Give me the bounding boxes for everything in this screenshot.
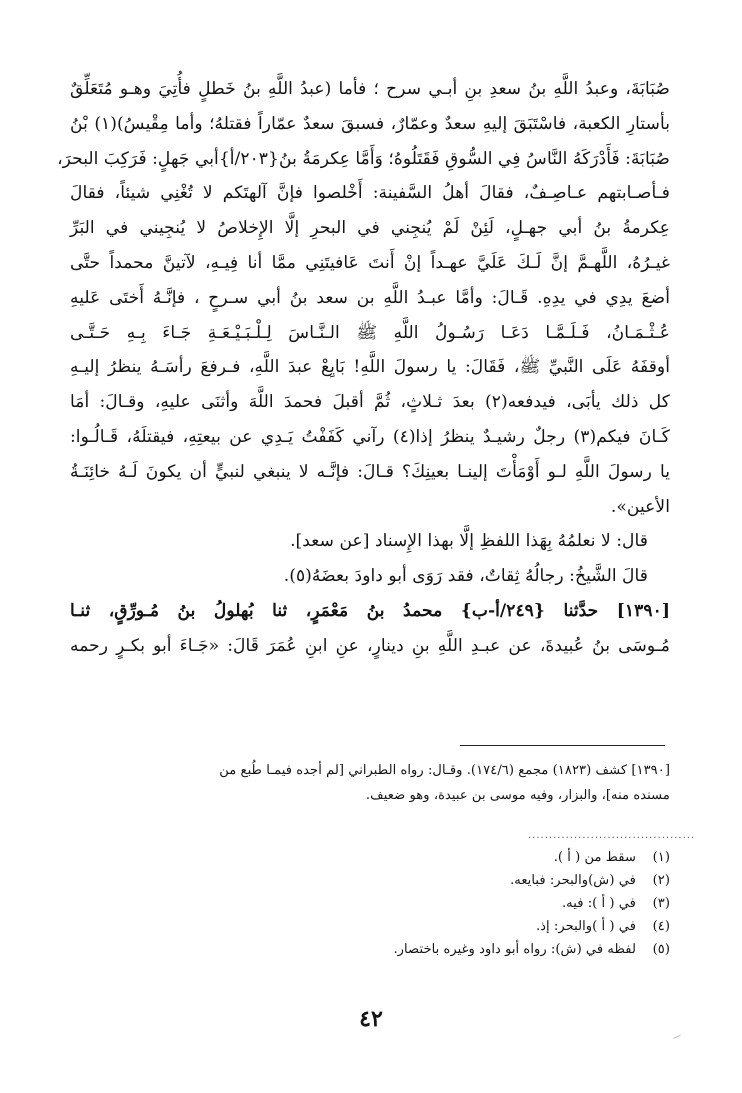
- text-line: غيـرُهُ، اللَّهـمَّ إنَّ لَـكَ عَلَيَّ عهـداً إنْ أَنتَ عَافيتَنِي ممَّا أنا فِيـهِ، لآتينَّ محمداً حتَّى: [70, 252, 670, 273]
- source-note: [70, 758, 670, 808]
- footnote-number: (٤): [652, 919, 670, 934]
- footnote: [70, 915, 670, 938]
- footnote-text: في ( أ ): فيه.: [561, 896, 636, 911]
- source-note-line: [١٣٩٠] كشف (١٨٢٣) مجمع (١٧٤/٦). وقـال: رواه الطبراني [لم أجده فيمـا طُبع من: [219, 763, 670, 778]
- footnote: [70, 846, 670, 869]
- page-number: ٤٢: [359, 1006, 383, 1032]
- footnote-number: (١): [652, 850, 670, 865]
- text-line: الأعين».: [610, 496, 670, 517]
- source-note-line: مسنده منه]، والبزار، وفيه موسى بن عبيدة، وهو ضعيف.: [365, 788, 670, 803]
- comment-line: قال: لا نعلمُهُ بِهَذا اللفظِ إلَّا بهذا الإِسناد [عن سعد].: [290, 531, 648, 552]
- footnote: [70, 892, 670, 915]
- text-line: بأستارِ الكعبة، فاسْتَبَقَ إليهِ سعدٌ وعمّارٌ، فسبقَ سعدٌ عمّاراً فقتلهُ؛ وأما مِقْيسُ)(١) بْنُ: [70, 113, 670, 134]
- footnotes: [70, 846, 670, 961]
- text-line: صُبَابَةَ: فَأَدْرَكَهُ النَّاسُ فِي السُّوقِ فَقَتَلُوهُ؛ وَأَمَّا عِكرمَةُ بنُ{٢٠٣/أ}أبي جَهلٍ: فَرَكِبَ البحرَ،: [57, 148, 670, 169]
- footnote-text: في ( أ )والبحر: إذ.: [535, 919, 636, 934]
- text-line: كل ذلك يأبَى، فيدفعه(٢) بعدَ ثـلاثٍ، ثُمَّ أقبلَ فحمدَ اللَّهَ وأثنَى عليهِ، وقـالَ: أمَا: [70, 392, 670, 413]
- text-line: أضعَ يدِي في يدِهِ. قَـالَ: وأمَّا عبـدُ اللَّهِ بن سعد بنُ أبي سـرحٍ ، فإنَّـهُ أَختَى عَليهِ: [70, 287, 670, 308]
- text-line: كَـانَ فيكم(٣) رجلٌ رشيـدٌ ينظرُ إذا(٤) رآني كَفَفْتُ يَـدِي عن بيعتِهِ، فيقتلَهُ، قَـالُـوا:: [70, 426, 670, 447]
- comment-line: قالَ الشَّيخُ: رجالُهُ ثِقاتٌ، فقد رَوَى أبو داودَ بعضَهُ(٥).: [283, 566, 648, 587]
- dotted-divider: ........................................: [528, 830, 696, 841]
- footnote-number: (٥): [652, 942, 670, 957]
- text-line: عُـثْـمَـانُ، فَـلَـمَّـا دَعَـا رَسُـولُ اللَّهِ ﷺ الـنَّـاسَ لِـلْـبَـيْـعَـةِ جَـاءَ بِـهِ حَـتَّـى: [70, 322, 670, 343]
- footnote-text: سقط من ( أ ).: [553, 850, 636, 865]
- main-text: [57, 72, 670, 664]
- text-line: فـأصـابتهم عـاصِـفٌ، فقالَ أهلُ السَّفينة: أَخْلصوا فإنَّ آلهتَكم لا تُغْنِي شيئاً، فقالَ: [70, 183, 670, 204]
- text-line: أوقفَهُ عَلَى النَّبيِّ ﷺ، فَقَالَ: يا رسولَ اللَّهِ! بَايِعْ عبدَ اللَّهِ، فـرفعَ رأسَـهُ ينظرُ إليـهِ: [70, 357, 670, 378]
- footnote: [70, 938, 670, 961]
- text-line: يا رسولَ اللَّهِ لـو أَوْمَأْتَ إلينـا بعينِكَ؟ قـالَ: فإنَّـه لا ينبغي لنبيٍّ أن يكونَ لَـهُ خائِنَـةُ: [70, 461, 670, 482]
- text-line: صُبَابَةَ، وعبدُ اللَّهِ بنُ سعدِ بنِ أبـي سرح ؛ فأما (عبدُ اللَّهِ بنُ خَطلٍ فأُتِيَ وهـو مُتَعَلِّقٌ: [70, 79, 670, 99]
- scan-mark: [673, 1035, 683, 1044]
- footnote-text: في (ش)والبحر: فبايعه.: [510, 873, 636, 888]
- footnote-number: (٢): [652, 873, 670, 888]
- footnote: [70, 869, 670, 892]
- footnote-number: (٣): [652, 896, 670, 911]
- text-line: عِكرمةُ بنُ أبي جهـلٍ، لَئِنْ لَمْ يُنجِني في البحرِ إلَّا الإِخلاصُ لا يُنجِيني في البَرِّ: [70, 218, 670, 239]
- footnote-text: لفظه في (ش): رواه أبو داود وغيره باختصار.: [393, 942, 636, 957]
- hadith-heading-line: [١٣٩٠] حدَّثنا {٢٤٩/أ-ب} محمدُ بنُ مَعْمَرٍ، ثنا بُهلولُ بنُ مُـورِّقٍ، ثنـا: [70, 600, 670, 621]
- footnote-divider: [460, 745, 665, 746]
- text-line: مُـوسَى بنُ عُبيدةَ، عن عبـدِ اللَّهِ بنِ دينارٍ، عنِ ابنِ عُمَرَ قَالَ: «جَـاءَ أبو بكـرٍ رحمه: [70, 635, 670, 656]
